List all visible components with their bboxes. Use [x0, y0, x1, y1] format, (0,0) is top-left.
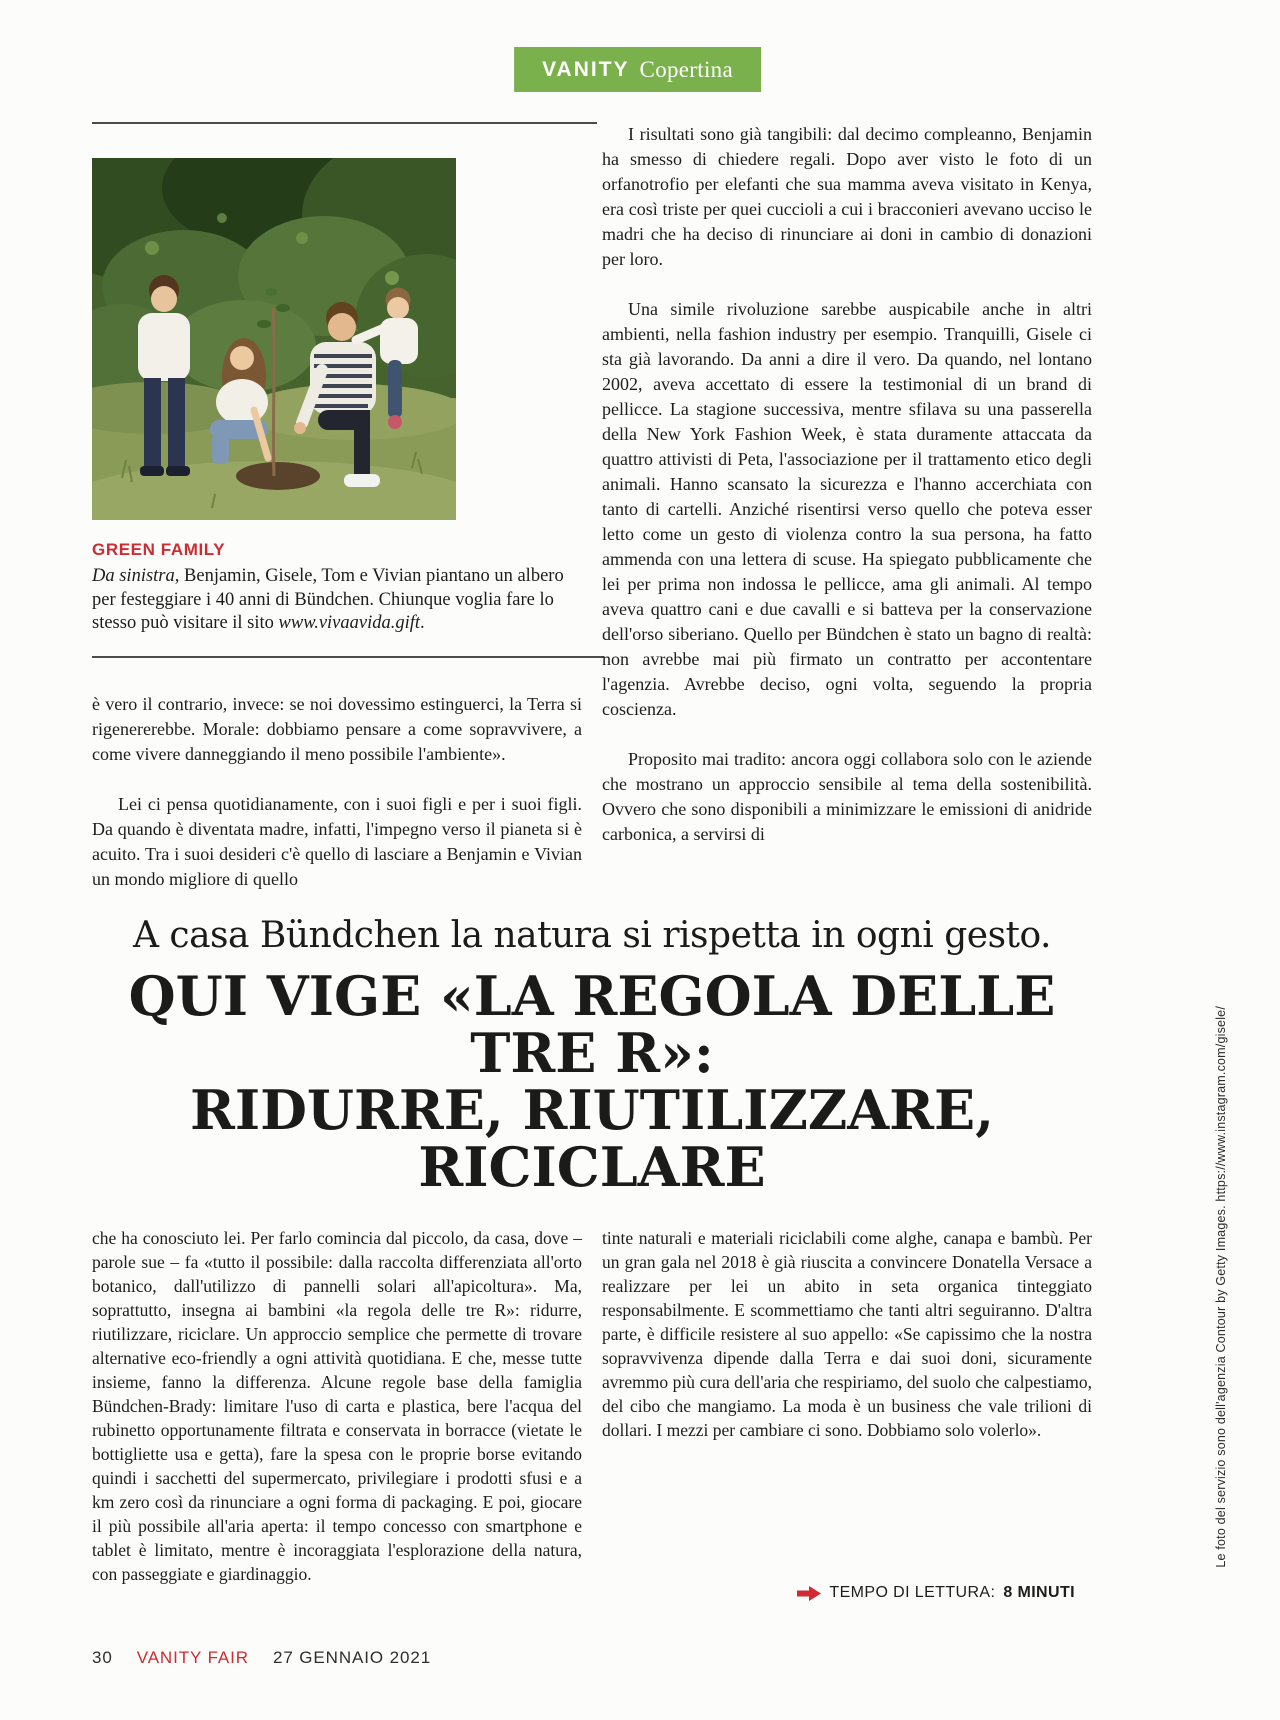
article-paragraph: I risultati sono già tangibili: dal decimo compleanno, Benjamin ha smesso di chiedere regali. Dopo aver visto le foto di un orfanotrofio per elefanti che sua mamma aveva visitato in Kenya, era così triste per quei cuccioli a cui i bracconieri avevano ucciso le madri che ha deciso di rinunciare ai doni in cambio di donazioni per loro.: [602, 124, 1092, 269]
photo-credit-vertical: Le foto del servizio sono dell'agenzia Contour by Getty Images. https://www.instagram.com/gisele/: [1214, 1006, 1228, 1568]
bottom-left-column: [92, 1226, 582, 1586]
pull-quote-line-2: QUI VIGE «LA REGOLA DELLE TRE R»:: [128, 963, 1056, 1085]
caption-period: .: [420, 613, 425, 633]
article-body: [92, 122, 1092, 1586]
reading-time-value: 8 MINUTI: [1003, 1584, 1075, 1601]
article-paragraph: è vero il contrario, invece: se noi dovessimo estinguerci, la Terra si rigenererebbe. Morale: dobbiamo pensare a come sopravvivere, a come vivere danneggiando il meno possibile l'ambiente».: [92, 693, 582, 764]
family-photo-illustration: [92, 158, 456, 520]
page-number: 30: [92, 1648, 113, 1667]
top-divider: [92, 122, 597, 124]
caption-intro: Da sinistra: [92, 566, 175, 586]
article-paragraph: Una simile rivoluzione sarebbe auspicabile anche in altri ambienti, nella fashion industry per esempio. Tranquilli, Gisele ci sta già lavorando. Da anni a dire il vero. Da quando, nel lontano 2002, aveva accettato di essere la testimonial di un brand di pellicce. La stagione successiva, mentre sfilava su una passerella della New York Fashion Week, è stata duramente attaccata da quattro attivisti di Peta, l'associazione per il trattamento etico degli animali. Hanno scansato la sicurezza e l'hanno accerchiata con tanto di cartelli. Anziché risentirsi verso quello che poteva esser letto come un gesto di violenza contro la sua persona, ha fatto ammenda con una lettera di scuse. Ha spiegato pubblicamente che lei per prima non indossa le pellicce, ama gli animali. Al tempo aveva quattro cani e due cavalli e si batteva per la conservazione dell'orso siberiano. Quello per Bündchen è stato un bagno di realtà: non avrebbe mai più firmato un contratto per accontentare l'agenzia. Avrebbe deciso, ogni volta, seguendo la propria coscienza.: [602, 299, 1092, 719]
section-label: Copertina: [639, 56, 733, 82]
top-right-column: [602, 122, 1092, 892]
article-paragraph: che ha conosciuto lei. Per farlo comincia dal piccolo, da casa, dove – parole sue – fa «tutto il possibile: dalla raccolta differenziata all'orto botanico, dall'utilizzo di pannelli solari all'apicoltura». Ma, soprattutto, insegna ai bambini «la regola delle tre R»: ridurre, riutilizzare, riciclare. Un approccio semplice che permette di trovare alternative eco-friendly a ogni attività quotidiana. E che, messe tutte insieme, fanno la differenza. Alcune regole base della famiglia Bündchen-Brady: limitare l'uso di carta e plastica, bere l'acqua del rubinetto opportunamente filtrata e conservata in borracce (vietate le bottigliette usa e getta), fare la spesa con le proprie borse evitando quindi i sacchetti del supermercato, privilegiare i prodotti sfusi e a km zero così da rinunciare a ogni forma di packaging. E poi, giocare il più possibile all'aria aperta: il tempo concesso con smartphone e tablet è limitato, mentre è incoraggiata l'esplorazione della natura, con passeggiate e giardinaggio.: [92, 1227, 582, 1584]
bottom-columns: [92, 1226, 1092, 1586]
top-left-column: [92, 122, 582, 892]
mid-divider: [92, 656, 604, 658]
magazine-name: VANITY FAIR: [136, 1648, 249, 1667]
reading-time-label: TEMPO DI LETTURA:: [829, 1584, 996, 1601]
section-kicker: [514, 47, 761, 92]
article-paragraph: Lei ci pensa quotidianamente, con i suoi figli e per i suoi figli. Da quando è diventata madre, infatti, l'impegno verso il pianeta si è acuito. Tra i suoi desideri c'è quello di lasciare a Benjamin e Vivian un mondo migliore di quello: [92, 793, 582, 889]
bottom-right-column: [602, 1226, 1092, 1586]
reading-time: [797, 1584, 1075, 1602]
brand-label: VANITY: [542, 57, 630, 81]
top-columns: [92, 122, 1092, 892]
arrow-right-icon: [797, 1586, 821, 1601]
family-photo: [92, 158, 456, 520]
dirt-mound: [236, 462, 320, 490]
page-footer: [92, 1648, 431, 1668]
article-paragraph: tinte naturali e materiali riciclabili come alghe, canapa e bambù. Per un gran gala nel 2018 è già riuscita a convincere Donatella Versace a realizzare per lei un abito in seta organica tinteggiato responsabilmente. E scommettiamo che tanti altri seguiranno. D'altra parte, è difficile resistere al suo appello: «Se capissimo che la nostra sopravvivenza dipende dalla Terra e dai suoi doni, sicuramente avremmo più cura dell'aria che respiriamo, del suolo che calpestiamo, del cibo che mangiamo. La moda è un business che vale trilioni di dollari. I mezzi per cambiare ci sono. Dobbiamo solo volerlo».: [602, 1227, 1092, 1440]
pull-quote-line-3: RIDURRE, RIUTILIZZARE, RICICLARE: [189, 1077, 995, 1199]
issue-date: 27 GENNAIO 2021: [272, 1648, 432, 1667]
photo-caption: [92, 565, 582, 636]
article-paragraph: Proposito mai tradito: ancora oggi collabora solo con le aziende che mostrano un approccio sensibile al tema della sostenibilità. Ovvero che sono disponibili a minimizzare le emissioni di anidride carbonica, a servirsi di: [602, 749, 1092, 844]
pull-quote: [92, 914, 1092, 1199]
caption-heading: GREEN FAMILY: [92, 540, 226, 559]
pull-quote-line-1: A casa Bündchen la natura si rispetta in ogni gesto.: [132, 914, 1052, 956]
caption-site-link[interactable]: www.vivaavida.gift: [278, 613, 421, 633]
caption-body: , Benjamin, Gisele, Tom e Vivian piantano un albero per festeggiare i 40 anni di Bündchen. Chiunque voglia fare lo stesso può visitare il sito: [92, 566, 564, 633]
